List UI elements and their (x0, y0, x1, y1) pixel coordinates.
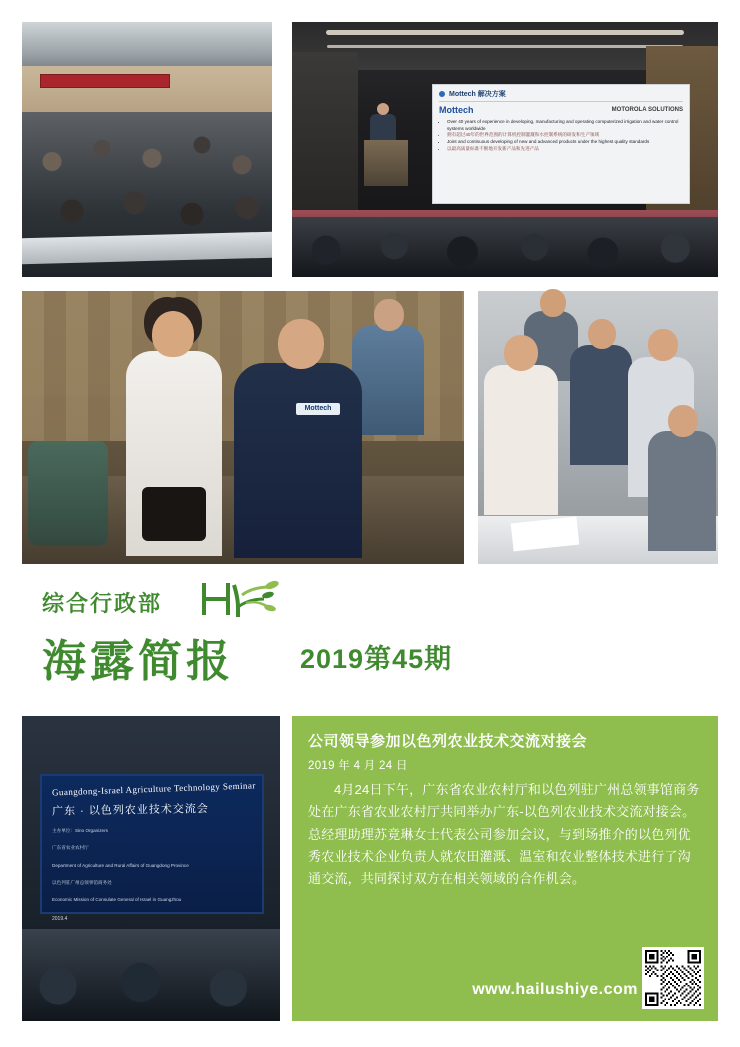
slide-bullet-cn: • 以最高质量标准不断地开发新产品和先进产品 (447, 146, 683, 153)
photo-presentation (292, 22, 718, 277)
mottech-logo: Mottech (439, 105, 474, 115)
masthead (0, 575, 740, 710)
qr-code-icon (645, 950, 701, 1006)
presentation-slide (432, 84, 690, 204)
seminar-title-cn: 广东 · 以色列农业技术交流会 (51, 803, 209, 818)
seminar-title-en: Guangdong-Israel Agriculture Technology Seminar (51, 780, 256, 798)
podium (364, 140, 408, 186)
qr-code[interactable] (642, 947, 704, 1009)
photo-group-discussion (478, 291, 718, 564)
photo-two-delegates (22, 291, 464, 564)
slide-bullet: • Over 40 years of experience in developing, manufacturing and operating computerized irrigation and water control systems worldwide (447, 119, 683, 132)
photo-seminar-screen (22, 716, 280, 1021)
seminar-org-line: 广东省农业农村厅 (52, 845, 89, 851)
man-figure (234, 363, 362, 558)
hailu-leaf-logo (198, 577, 284, 621)
page-title: 海露简报 (42, 637, 234, 686)
article-panel (292, 716, 718, 1021)
shirt-badge: Mottech (296, 403, 340, 415)
slide-bullet-dot (439, 91, 445, 97)
seminar-org-line: Department of Agriculture and Rural Affairs of Guangdong Province (52, 862, 189, 868)
photo-conference-hall (22, 22, 272, 277)
article-body: 4月24日下午，广东省农业农村厅和以色列驻广州总领事馆商务处在广东省农业农村厅共同举办广东‑以色列农业技术交流对接会。总经理助理苏竟琳女士代表公司参加会议，与到场推介的以色列优秀农业技术企业负责人就农田灌溉、温室和农业整体技术进行了沟通交流，共同探讨双方在相关领域的合作机会。 (308, 782, 700, 887)
issue-number: 2019第45期 (300, 644, 453, 674)
handbag (142, 487, 206, 541)
conference-banner (40, 74, 170, 88)
seminar-date: 2019.4 (52, 915, 68, 922)
article-heading: 公司领导参加以色列农业技术交流对接会 (308, 733, 588, 750)
article-date: 2019 年 4 月 24 日 (308, 760, 408, 772)
seminar-org-line: 以色列驻广州总领事馆商务处 (52, 880, 112, 886)
motorola-logo: MOTOROLA SOLUTIONS (611, 107, 683, 113)
slide-bullet-cn: • 拥有超过40年的世界范围的计算机控制灌溉和水控制系统的研发和生产领域 (447, 132, 683, 139)
seminar-org-line: Economic Mission of Consulate General of Israel in Guangzhou (52, 897, 182, 903)
slide-bullet: • Joint and continuous developing of new and advanced products under the highest quality standards (447, 139, 683, 146)
department-name: 综合行政部 (42, 591, 163, 616)
slide-header: Mottech 解决方案 (449, 91, 506, 98)
seminar-org-line: 主办单位：Sino Organizers (52, 828, 108, 833)
website-url[interactable]: www.hailushiye.com (472, 981, 638, 998)
seminar-led-screen (40, 774, 264, 922)
